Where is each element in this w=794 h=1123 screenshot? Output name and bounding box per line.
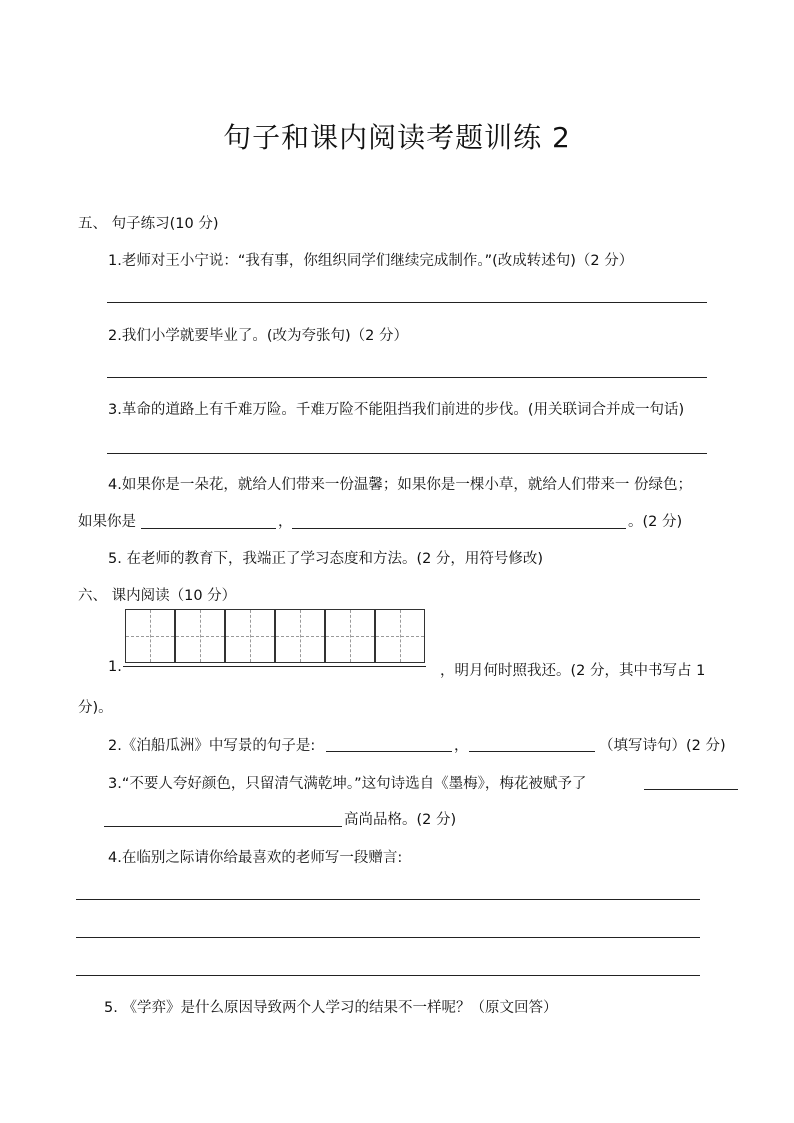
blank-6-3-b[interactable] (104, 826, 342, 827)
answer-line-6-4-1[interactable] (76, 899, 700, 900)
question-6-1-cont: 分)。 (78, 700, 113, 716)
question-6-3-tail: 高尚品格。(2 分) (344, 812, 457, 828)
question-5-5: 5. 在老师的教育下，我端正了学习态度和方法。(2 分，用符号修改) (108, 551, 544, 567)
question-5-1: 1.老师对王小宁说：“我有事，你组织同学们继续完成制作。”(改成转述句)（2 分） (108, 253, 634, 269)
question-5-4-suffix: 。(2 分) (628, 514, 683, 530)
writing-grid-cell[interactable] (125, 609, 175, 663)
grid-baseline (123, 666, 426, 667)
question-6-5: 5. 《学弈》是什么原因导致两个人学习的结果不一样呢？（原文回答） (104, 1000, 558, 1016)
question-5-4: 4.如果你是一朵花，就给人们带来一份温馨；如果你是一棵小草，就给人们带来一 份绿色； (108, 477, 692, 493)
question-6-4: 4.在临别之际请你给最喜欢的老师写一段赠言: (108, 850, 403, 866)
question-6-3: 3.“不要人夸好颜色，只留清气满乾坤。”这句诗选自《墨梅》，梅花被赋予了 (108, 776, 587, 792)
answer-line-6-4-2[interactable] (76, 937, 700, 938)
question-6-2: 2.《泊船瓜洲》中写景的句子是: (108, 738, 316, 754)
writing-grid-cell[interactable] (175, 609, 225, 663)
question-5-3: 3.革命的道路上有千难万险。千难万险不能阻挡我们前进的步伐。(用关联词合并成一句话) (108, 402, 685, 418)
answer-line-5-2[interactable] (107, 377, 707, 378)
blank-5-4-a[interactable] (141, 528, 276, 529)
blank-5-4-b[interactable] (292, 528, 626, 529)
question-5-2: 2.我们小学就要毕业了。(改为夸张句)（2 分） (108, 328, 408, 344)
writing-grid-cell[interactable] (225, 609, 275, 663)
blank-6-2-b[interactable] (469, 751, 595, 752)
blank-6-3-a[interactable] (644, 789, 738, 790)
question-6-2-comma: ， (454, 738, 469, 754)
answer-line-5-1[interactable] (107, 302, 707, 303)
question-5-4-prefix: 如果你是 (78, 514, 136, 530)
writing-grid-cell[interactable] (275, 609, 325, 663)
question-5-4-comma: ， (278, 514, 293, 530)
answer-line-6-4-3[interactable] (76, 975, 700, 976)
answer-line-5-3[interactable] (107, 453, 707, 454)
writing-grid-cell[interactable] (325, 609, 375, 663)
section-6-heading: 六、 课内阅读（10 分） (78, 588, 237, 604)
blank-6-2-a[interactable] (326, 751, 452, 752)
question-6-1-number: 1. (108, 659, 122, 675)
section-5-heading: 五、 句子练习(10 分) (78, 216, 219, 232)
question-6-2-tail: （填写诗句）(2 分) (599, 738, 726, 754)
page-title: 句子和课内阅读考题训练 2 (223, 121, 571, 154)
question-6-1: ，明月何时照我还。(2 分，其中书写占 1 (440, 663, 706, 679)
writing-grid-cell[interactable] (375, 609, 425, 663)
